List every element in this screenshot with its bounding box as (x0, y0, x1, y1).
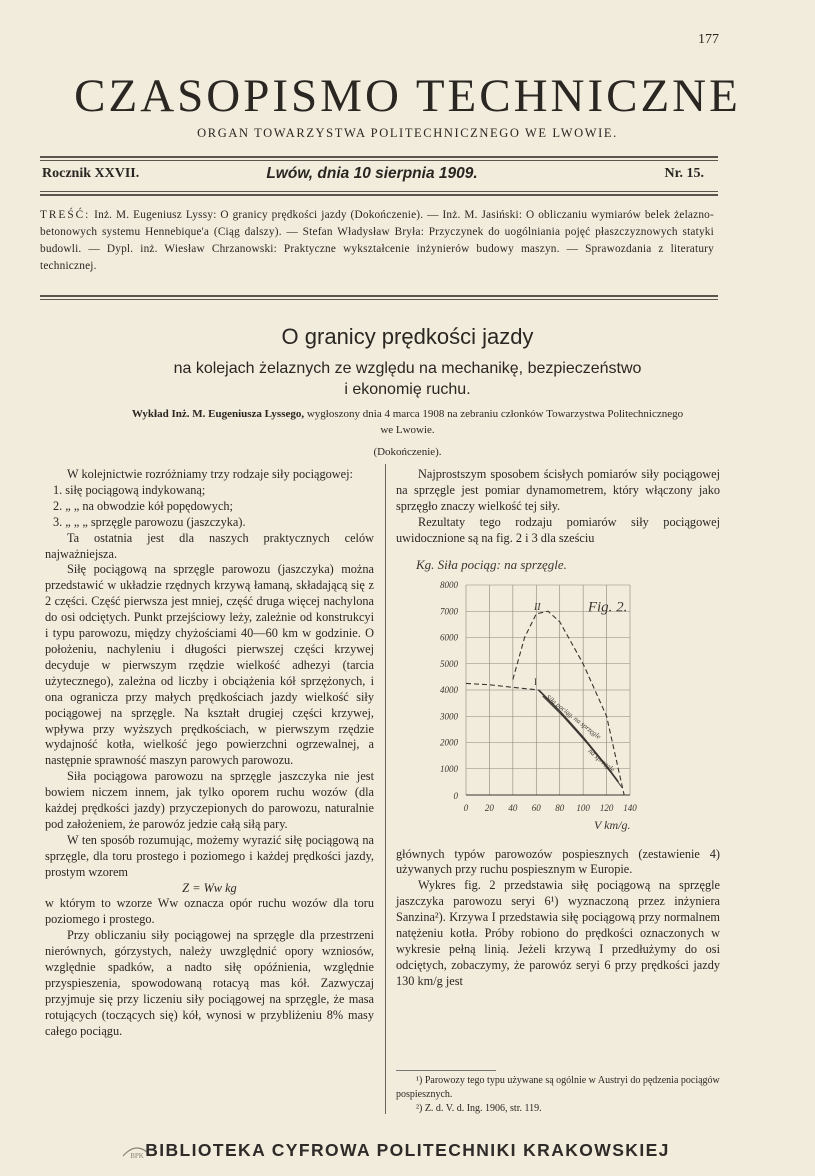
footnotes (396, 1074, 720, 1116)
rule-issue-heavy (40, 194, 718, 196)
rule-issue-thin (40, 191, 718, 192)
journal-title: CZASOPISMO TECHNICZNE (74, 70, 741, 122)
formula: Z = Ww kg (182, 880, 237, 895)
series-line-I-secondary (543, 696, 623, 788)
curve-label-II: II (533, 601, 541, 613)
issue-number: Nr. 15. (664, 166, 704, 181)
figure-label: Fig. 2. (587, 598, 628, 615)
lecture-note (130, 406, 685, 438)
paragraph: Siła pociągowa parowozu na sprzęgle jaszczyka nie jest bowiem niczem innem, jak tylko oporem ruchu wozów (dla każdej prędkości jazdy) przyczepionych do parowozu, naturalnie pod założeniem, że parowóz jedzie całą siłą pary. (45, 769, 374, 831)
x-tick-label: 20 (484, 802, 494, 813)
y-tick-label: 1000 (440, 763, 458, 774)
y-tick-label: 3000 (440, 710, 458, 721)
list-item: 1. siłę pociągową indykowaną; (53, 482, 206, 497)
toc-text: Inż. M. Eugeniusz Lyssy: O granicy prędkości jazdy (Dokończenie). — Inż. M. Jasiński: O obliczaniu wymiarów belek żelazno-betonowych systemu Hennebique'a (Ciąg dalszy). — Stefan Władysław Bryła: Przyczynek do uogólniania pojęć płaszczyznowych statyki budowli. — Dypl. inż. Wiesław Chrzanowski: Praktyczne wykształcenie inżynierów budowy maszyn. — Sprawozdania z literatury technicznej. (40, 209, 714, 272)
lecture-author: Wykład Inż. M. Eugeniusza Lyssego, (131, 408, 305, 420)
rule-top-thin (40, 160, 718, 161)
library-logo-text: BPK (130, 1152, 144, 1160)
paragraph: Wykres fig. 2 przedstawia siłę pociągową na sprzęgle jaszczyka parowozu seryi 6¹) wyznaczoną przez inżyniera Sanzina²). Krzywa I przedstawia siłę pociągową przy normalnem natężeniu kotła. Próby robiono do prędkości oznaczonych w wykresie pełną linią. Jeżeli krzywą I przedłużymy do osi odciętych, zobaczymy, że parowóz seryi 6 przy prędkości jazdy 130 km/g jest (396, 878, 720, 988)
x-tick-label: 140 (623, 802, 637, 813)
paragraph: Rezultaty tego rodzaju pomiarów siły pociągowej uwidocznione są na fig. 2 i 3 dla sześciu (396, 514, 720, 545)
curve-annotation-1: Siła pociąg. na sprzęgle (544, 692, 603, 741)
rule-toc-thin (40, 299, 718, 300)
page-number: 177 (698, 32, 719, 47)
y-tick-label: 2000 (440, 737, 458, 748)
footnote-2: ²) Z. d. V. d. Ing. 1906, str. 119. (416, 1103, 542, 1114)
x-tick-label: 40 (508, 802, 518, 813)
chart-title: Kg. Siła pociąg: na sprzęgle. (416, 556, 567, 572)
x-tick-label: 100 (576, 802, 590, 813)
footnote-rule (396, 1070, 496, 1071)
paragraph: w którym to wzorze Ww oznacza opór ruchu wozów dla toru poziomego i prostego. (45, 896, 374, 927)
paragraph: W kolejnictwie rozróżniamy trzy rodzaje siły pociągowej: (67, 467, 353, 481)
continued-note: (Dokończenie). (373, 446, 442, 458)
figure-2 (396, 547, 720, 847)
journal-subtitle: ORGAN TOWARZYSTWA POLITECHNICZNEGO WE LWOWIE. (197, 126, 618, 140)
paragraph: Najprostszym sposobem ścisłych pomiarów siły pociągowej na sprzęgle jest pomiar dynamometrem, który włączony jako sprzęgło znaczy wielkość tej siły. (396, 467, 720, 513)
x-tick-label: 60 (531, 802, 541, 813)
column-divider (385, 464, 386, 1114)
library-footer: BIBLIOTEKA CYFROWA POLITECHNIKI KRAKOWSKIEJ (145, 1140, 670, 1160)
rule-top-heavy (40, 156, 718, 158)
paragraph: głównych typów parowozów pospiesznych (zestawienie 4) używanych przy ruchu pospiesznym w Europie. (396, 846, 720, 877)
y-tick-label: 0 (453, 790, 458, 801)
curve-annotation-2: na sprzęgle (586, 746, 617, 774)
left-column (45, 467, 374, 1040)
y-tick-label: 5000 (440, 658, 458, 669)
chart-svg (396, 547, 720, 847)
table-of-contents (40, 207, 714, 275)
article-subtitle-line-1: na kolejach żelaznych ze względu na mechanikę, bezpieczeństwo (173, 360, 642, 377)
paragraph: Siłę pociągową na sprzęgle parowozu (jaszczyka) można przedstawić w układzie rzędnych krzywą łamaną, składającą się z 2 części. Część pierwsza jest mniej, część druga więcej nachylona do osi odciętych. Punkt przejściowy leży, zależnie od konstrukcyi i typu parowozu, między chyżościami 40—60 km w godzinie. O położeniu, nachyleniu i długości pierwszej części krzywej decyduje w pierwszym rzędzie wielkość adhezyi (tarcia użytecznego), zależna od liczby i obciążenia kół sprzężonych, i ona ogranicza przy małych prędkościach jazdy wielkość siły pociągowej na sprzęgle. Na kształt drugiej części krzywej, wpływa przy wyższych prędkościach, w pierwszym rzędzie wydajność kotła, wielkość jego powierzchni ogrzewalnej, a następnie sprawność maszyn parowych parowozu. (45, 562, 374, 768)
series-line-I-dashed (466, 683, 539, 690)
y-tick-label: 7000 (440, 605, 458, 616)
list-item: 3. „ „ „ sprzęgle parowozu (jaszczyka). (53, 514, 246, 529)
x-tick-label: 120 (599, 802, 614, 813)
article-title: O granicy prędkości jazdy (281, 324, 534, 349)
y-tick-label: 6000 (440, 632, 458, 643)
issue-row (40, 166, 704, 186)
curve-label-I: I (533, 676, 537, 687)
footnote-1: ¹) Parowozy tego typu używane są ogólnie w Austryi do pędzenia pociągów pospiesznych. (396, 1075, 720, 1100)
y-tick-label: 4000 (440, 684, 458, 695)
list-item: 2. „ „ na obwodzie kół popędowych; (53, 498, 233, 513)
x-axis-label: V km/g. (594, 817, 631, 832)
toc-label: TREŚĆ: (40, 209, 91, 221)
lecture-details: wygłoszony dnia 4 marca 1908 na zebraniu członków Towarzystwa Politechnicznego we Lwowie. (306, 408, 684, 436)
x-tick-label: 80 (555, 802, 565, 813)
right-column (396, 467, 720, 990)
rule-toc-heavy (40, 295, 718, 297)
paragraph: Ta ostatnia jest dla naszych praktycznych celów najważniejsza. (45, 530, 374, 561)
x-tick-label: 0 (463, 802, 469, 813)
y-tick-label: 8000 (440, 579, 458, 590)
paragraph: Przy obliczaniu siły pociągowej na sprzęgle dla przestrzeni nierównych, górzystych, należy uwzględnić opory wzniosów, względnie spadków, a nadto siłę opóźnienia, względnie przyspieszenia, spowodowaną rotacyą mas kół. Zazwyczaj przyjmuje się przy liczeniu siły pociągowej na sprzęgle, że masa rotujących (toczących się) kół, wynosi w przybliżeniu 8% masy całego pociągu. (45, 928, 374, 1038)
article-subtitle (0, 358, 815, 400)
article-subtitle-line-2: i ekonomię ruchu. (344, 381, 471, 398)
volume-label: Rocznik XXVII. (42, 166, 140, 181)
issue-date: Lwów, dnia 10 sierpnia 1909. (266, 165, 478, 182)
paragraph: W ten sposób rozumując, możemy wyrazić siłę pociągową na sprzęgle, dla toru prostego i poziomego i każdej prędkości jazdy, prostym wzorem (45, 832, 374, 879)
